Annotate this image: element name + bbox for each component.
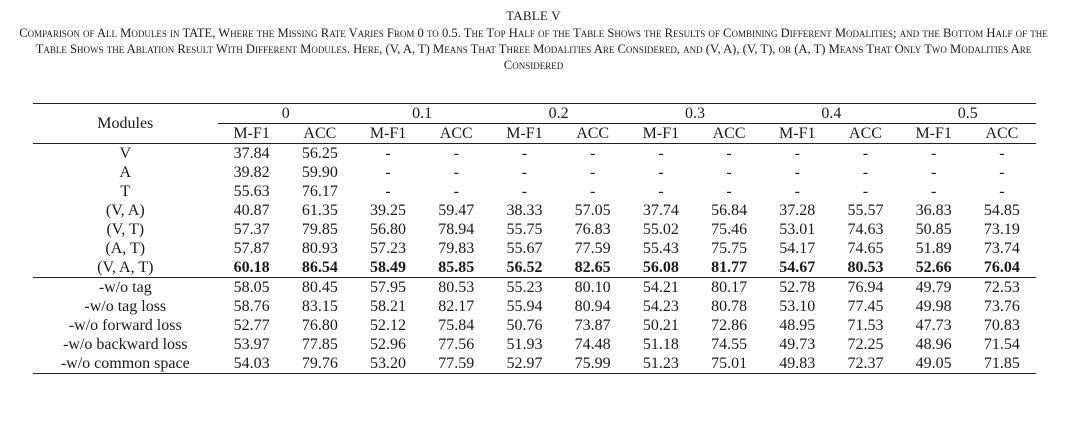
metric-header: M-F1 bbox=[490, 124, 558, 144]
row-label: (V, A) bbox=[105, 202, 145, 219]
table-cell: 80.94 bbox=[574, 298, 611, 315]
table-cell: 73.74 bbox=[983, 240, 1020, 257]
table-cell: 57.87 bbox=[233, 240, 270, 257]
row-label: (V, T) bbox=[106, 221, 145, 238]
table-cell: 75.01 bbox=[695, 354, 763, 374]
table-cell: - bbox=[590, 145, 596, 162]
table-cell: 59.90 bbox=[301, 164, 338, 181]
table-cell: 57.37 bbox=[233, 221, 270, 238]
row-label: -w/o backward loss bbox=[63, 336, 188, 353]
table-cell: 61.35 bbox=[301, 202, 338, 219]
table-cell: - bbox=[999, 164, 1005, 181]
table-body bbox=[33, 144, 1036, 374]
table-cell: 55.75 bbox=[506, 221, 543, 238]
row-label: -w/o tag bbox=[33, 278, 218, 298]
rate-header: 0.5 bbox=[900, 104, 1036, 124]
table-cell: 54.17 bbox=[779, 240, 816, 257]
table-cell: 81.77 bbox=[711, 259, 748, 276]
table-cell: 71.53 bbox=[847, 317, 884, 334]
table-cell: 39.25 bbox=[370, 202, 407, 219]
row-label: -w/o tag loss bbox=[84, 298, 167, 315]
rate-header: 0.4 bbox=[763, 104, 899, 124]
rate-header: 0 bbox=[218, 104, 354, 124]
table-cell: 55.02 bbox=[642, 221, 679, 238]
rate-header: 0.1 bbox=[354, 104, 490, 124]
table-cell: 52.97 bbox=[490, 354, 558, 374]
table-cell: 50.21 bbox=[642, 317, 679, 334]
table-cell: 57.05 bbox=[574, 202, 611, 219]
table-row bbox=[33, 220, 1036, 239]
table-cell: 49.79 bbox=[900, 278, 968, 298]
rate-header: 0.3 bbox=[627, 104, 763, 124]
table-cell: 72.86 bbox=[711, 317, 748, 334]
row-label: T bbox=[120, 183, 131, 200]
table-row bbox=[33, 163, 1036, 182]
table-cell: 80.53 bbox=[847, 259, 884, 276]
table-cell: - bbox=[453, 164, 459, 181]
table-cell: - bbox=[726, 164, 732, 181]
table-cell: - bbox=[931, 145, 937, 162]
table-cell: 50.85 bbox=[915, 221, 952, 238]
table-cell: 75.46 bbox=[711, 221, 748, 238]
table-cell: 54.85 bbox=[983, 202, 1020, 219]
table-cell: 58.49 bbox=[370, 259, 407, 276]
table-cell: 73.19 bbox=[983, 221, 1020, 238]
table-cell: - bbox=[931, 183, 937, 200]
table-cell: - bbox=[999, 145, 1005, 162]
metric-header: ACC bbox=[559, 124, 627, 144]
table-cell: - bbox=[521, 164, 528, 181]
table-row bbox=[33, 182, 1036, 201]
table-cell: 37.84 bbox=[233, 145, 270, 162]
table-cell: 49.05 bbox=[900, 354, 968, 374]
table-cell: 86.54 bbox=[301, 259, 338, 276]
table-row bbox=[33, 278, 1036, 298]
table-row bbox=[33, 335, 1036, 354]
row-label: (V, A, T) bbox=[97, 259, 154, 276]
table-cell: - bbox=[794, 145, 800, 162]
table-cell: - bbox=[658, 183, 664, 200]
table-label: TABLE V bbox=[506, 8, 561, 23]
table-cell: 50.76 bbox=[506, 317, 543, 334]
table-cell: 56.84 bbox=[711, 202, 748, 219]
table-cell: 51.23 bbox=[627, 354, 695, 374]
table-cell: 56.08 bbox=[642, 259, 679, 276]
table-cell: - bbox=[658, 164, 664, 181]
table-cell: - bbox=[385, 145, 391, 162]
table-cell: 55.67 bbox=[506, 240, 543, 257]
table-cell: 72.37 bbox=[831, 354, 899, 374]
table-cell: 52.96 bbox=[370, 336, 407, 353]
table-cell: 55.57 bbox=[847, 202, 884, 219]
table-cell: - bbox=[931, 164, 937, 181]
table-cell: - bbox=[726, 145, 732, 162]
table-cell: 36.83 bbox=[915, 202, 952, 219]
table-cell: 77.59 bbox=[574, 240, 611, 257]
table-cell: 80.10 bbox=[559, 278, 627, 298]
table-cell: 80.17 bbox=[695, 278, 763, 298]
table-cell: 55.43 bbox=[642, 240, 679, 257]
table-cell: 52.66 bbox=[915, 259, 952, 276]
table-cell: 79.85 bbox=[301, 221, 338, 238]
table-cell: 76.04 bbox=[983, 259, 1020, 276]
table-cell: 55.23 bbox=[490, 278, 558, 298]
table-cell: - bbox=[521, 183, 528, 200]
row-label: (A, T) bbox=[105, 240, 146, 257]
table-cell: - bbox=[385, 183, 391, 200]
table-cell: 49.73 bbox=[779, 336, 816, 353]
table-cell: 72.53 bbox=[968, 278, 1036, 298]
table-row bbox=[33, 201, 1036, 220]
table-cell: - bbox=[453, 183, 459, 200]
table-cell: 51.89 bbox=[915, 240, 952, 257]
table-cell: 59.47 bbox=[438, 202, 475, 219]
table-cell: - bbox=[794, 164, 800, 181]
modules-header: Modules bbox=[33, 104, 218, 144]
table-cell: 51.93 bbox=[506, 336, 543, 353]
metric-header: M-F1 bbox=[627, 124, 695, 144]
table-cell: 74.65 bbox=[847, 240, 884, 257]
table-cell: - bbox=[862, 145, 869, 162]
table-cell: 77.85 bbox=[301, 336, 338, 353]
table-cell: 77.59 bbox=[422, 354, 490, 374]
table-cell: 51.18 bbox=[642, 336, 679, 353]
metric-header: M-F1 bbox=[218, 124, 286, 144]
table-cell: 52.78 bbox=[763, 278, 831, 298]
table-cell: 54.67 bbox=[779, 259, 816, 276]
results-table bbox=[33, 103, 1036, 374]
table-cell: - bbox=[862, 183, 869, 200]
table-cell: 80.53 bbox=[422, 278, 490, 298]
table-cell: 73.87 bbox=[574, 317, 611, 334]
table-row bbox=[33, 144, 1036, 164]
metric-header: ACC bbox=[968, 124, 1036, 144]
table-cell: 73.76 bbox=[983, 298, 1020, 315]
table-cell: 85.85 bbox=[438, 259, 475, 276]
metric-header: M-F1 bbox=[900, 124, 968, 144]
table-cell: 75.84 bbox=[438, 317, 475, 334]
table-cell: 38.33 bbox=[506, 202, 543, 219]
table-row bbox=[33, 297, 1036, 316]
table-cell: 37.74 bbox=[642, 202, 679, 219]
table-cell: 82.65 bbox=[574, 259, 611, 276]
table-row bbox=[33, 316, 1036, 335]
table-cell: 83.15 bbox=[301, 298, 338, 315]
table-cell: 37.28 bbox=[779, 202, 816, 219]
metric-header: ACC bbox=[286, 124, 354, 144]
table-cell: 58.05 bbox=[218, 278, 286, 298]
table-cell: - bbox=[590, 183, 596, 200]
table-cell: 77.56 bbox=[438, 336, 475, 353]
table-row bbox=[33, 258, 1036, 278]
table-cell: 75.75 bbox=[711, 240, 748, 257]
row-label: -w/o common space bbox=[33, 354, 218, 374]
table-cell: 80.78 bbox=[711, 298, 748, 315]
table-cell: - bbox=[862, 164, 869, 181]
table-cell: - bbox=[521, 145, 528, 162]
table-cell: 40.87 bbox=[233, 202, 270, 219]
table-cell: 56.25 bbox=[301, 145, 338, 162]
table-cell: 53.01 bbox=[779, 221, 816, 238]
table-cell: 71.85 bbox=[968, 354, 1036, 374]
table-cell: 53.10 bbox=[779, 298, 816, 315]
table-cell: 53.97 bbox=[233, 336, 270, 353]
table-cell: 72.25 bbox=[847, 336, 884, 353]
row-label: V bbox=[119, 145, 132, 162]
table-cell: 76.83 bbox=[574, 221, 611, 238]
table-caption-block bbox=[0, 8, 1067, 73]
table-cell: 74.63 bbox=[847, 221, 884, 238]
table-cell: 57.95 bbox=[354, 278, 422, 298]
table-cell: 56.52 bbox=[506, 259, 543, 276]
table-cell: 55.94 bbox=[506, 298, 543, 315]
metric-header: ACC bbox=[831, 124, 899, 144]
table-cell: 80.45 bbox=[286, 278, 354, 298]
table-cell: - bbox=[385, 164, 391, 181]
table-cell: 71.54 bbox=[983, 336, 1020, 353]
table-cell: 58.21 bbox=[370, 298, 407, 315]
table-cell: 82.17 bbox=[438, 298, 475, 315]
table-cell: 39.82 bbox=[233, 164, 270, 181]
table-cell: - bbox=[590, 164, 596, 181]
metric-header: M-F1 bbox=[763, 124, 831, 144]
table-cell: 48.95 bbox=[779, 317, 816, 334]
table-cell: 49.98 bbox=[915, 298, 952, 315]
row-label: -w/o forward loss bbox=[68, 317, 182, 334]
table-row bbox=[33, 239, 1036, 258]
rate-header: 0.2 bbox=[490, 104, 626, 124]
table-cell: 80.93 bbox=[301, 240, 338, 257]
metric-header: ACC bbox=[695, 124, 763, 144]
table-cell: 77.45 bbox=[847, 298, 884, 315]
table-cell: 79.76 bbox=[286, 354, 354, 374]
table-cell: 70.83 bbox=[983, 317, 1020, 334]
table-cell: 57.23 bbox=[370, 240, 407, 257]
metric-header: M-F1 bbox=[354, 124, 422, 144]
table-cell: 79.83 bbox=[438, 240, 475, 257]
table-cell: 74.48 bbox=[574, 336, 611, 353]
table-cell: 58.76 bbox=[233, 298, 270, 315]
table-cell: 76.80 bbox=[301, 317, 338, 334]
table-cell: 76.17 bbox=[301, 183, 338, 200]
table-row bbox=[33, 354, 1036, 374]
table-cell: 52.77 bbox=[233, 317, 270, 334]
table-cell: 55.63 bbox=[233, 183, 270, 200]
table-cell: - bbox=[658, 145, 664, 162]
table-cell: 56.80 bbox=[370, 221, 407, 238]
table-cell: - bbox=[726, 183, 732, 200]
table-cell: 76.94 bbox=[831, 278, 899, 298]
table-cell: 52.12 bbox=[370, 317, 407, 334]
row-label: A bbox=[119, 164, 132, 181]
table-caption: Comparison of All Modules in TATE, Where the Missing Rate Varies From 0 to 0.5. The Top Half of the Table Shows the Results of Combining Different Modalities; and the Bottom Half of the Table Shows the Ablation Result With Different Modules. Here, (V, A, T) Means That Three Modalities Are Considered, and (V, A), (V, T), or (A, T) Means That Only Two Modalities Are Considered bbox=[19, 26, 1048, 72]
table-cell: 48.96 bbox=[915, 336, 952, 353]
table-cell: 54.03 bbox=[218, 354, 286, 374]
table-cell: 54.21 bbox=[627, 278, 695, 298]
table-cell: - bbox=[453, 145, 459, 162]
table-cell: 49.83 bbox=[763, 354, 831, 374]
table-cell: 74.55 bbox=[711, 336, 748, 353]
table-cell: 54.23 bbox=[642, 298, 679, 315]
metric-header: ACC bbox=[422, 124, 490, 144]
table-cell: 47.73 bbox=[915, 317, 952, 334]
table-cell: - bbox=[794, 183, 800, 200]
table-cell: 53.20 bbox=[354, 354, 422, 374]
rate-header-row bbox=[33, 104, 1036, 124]
table-cell: - bbox=[999, 183, 1005, 200]
table-cell: 60.18 bbox=[233, 259, 270, 276]
table-cell: 78.94 bbox=[438, 221, 475, 238]
table-cell: 75.99 bbox=[559, 354, 627, 374]
